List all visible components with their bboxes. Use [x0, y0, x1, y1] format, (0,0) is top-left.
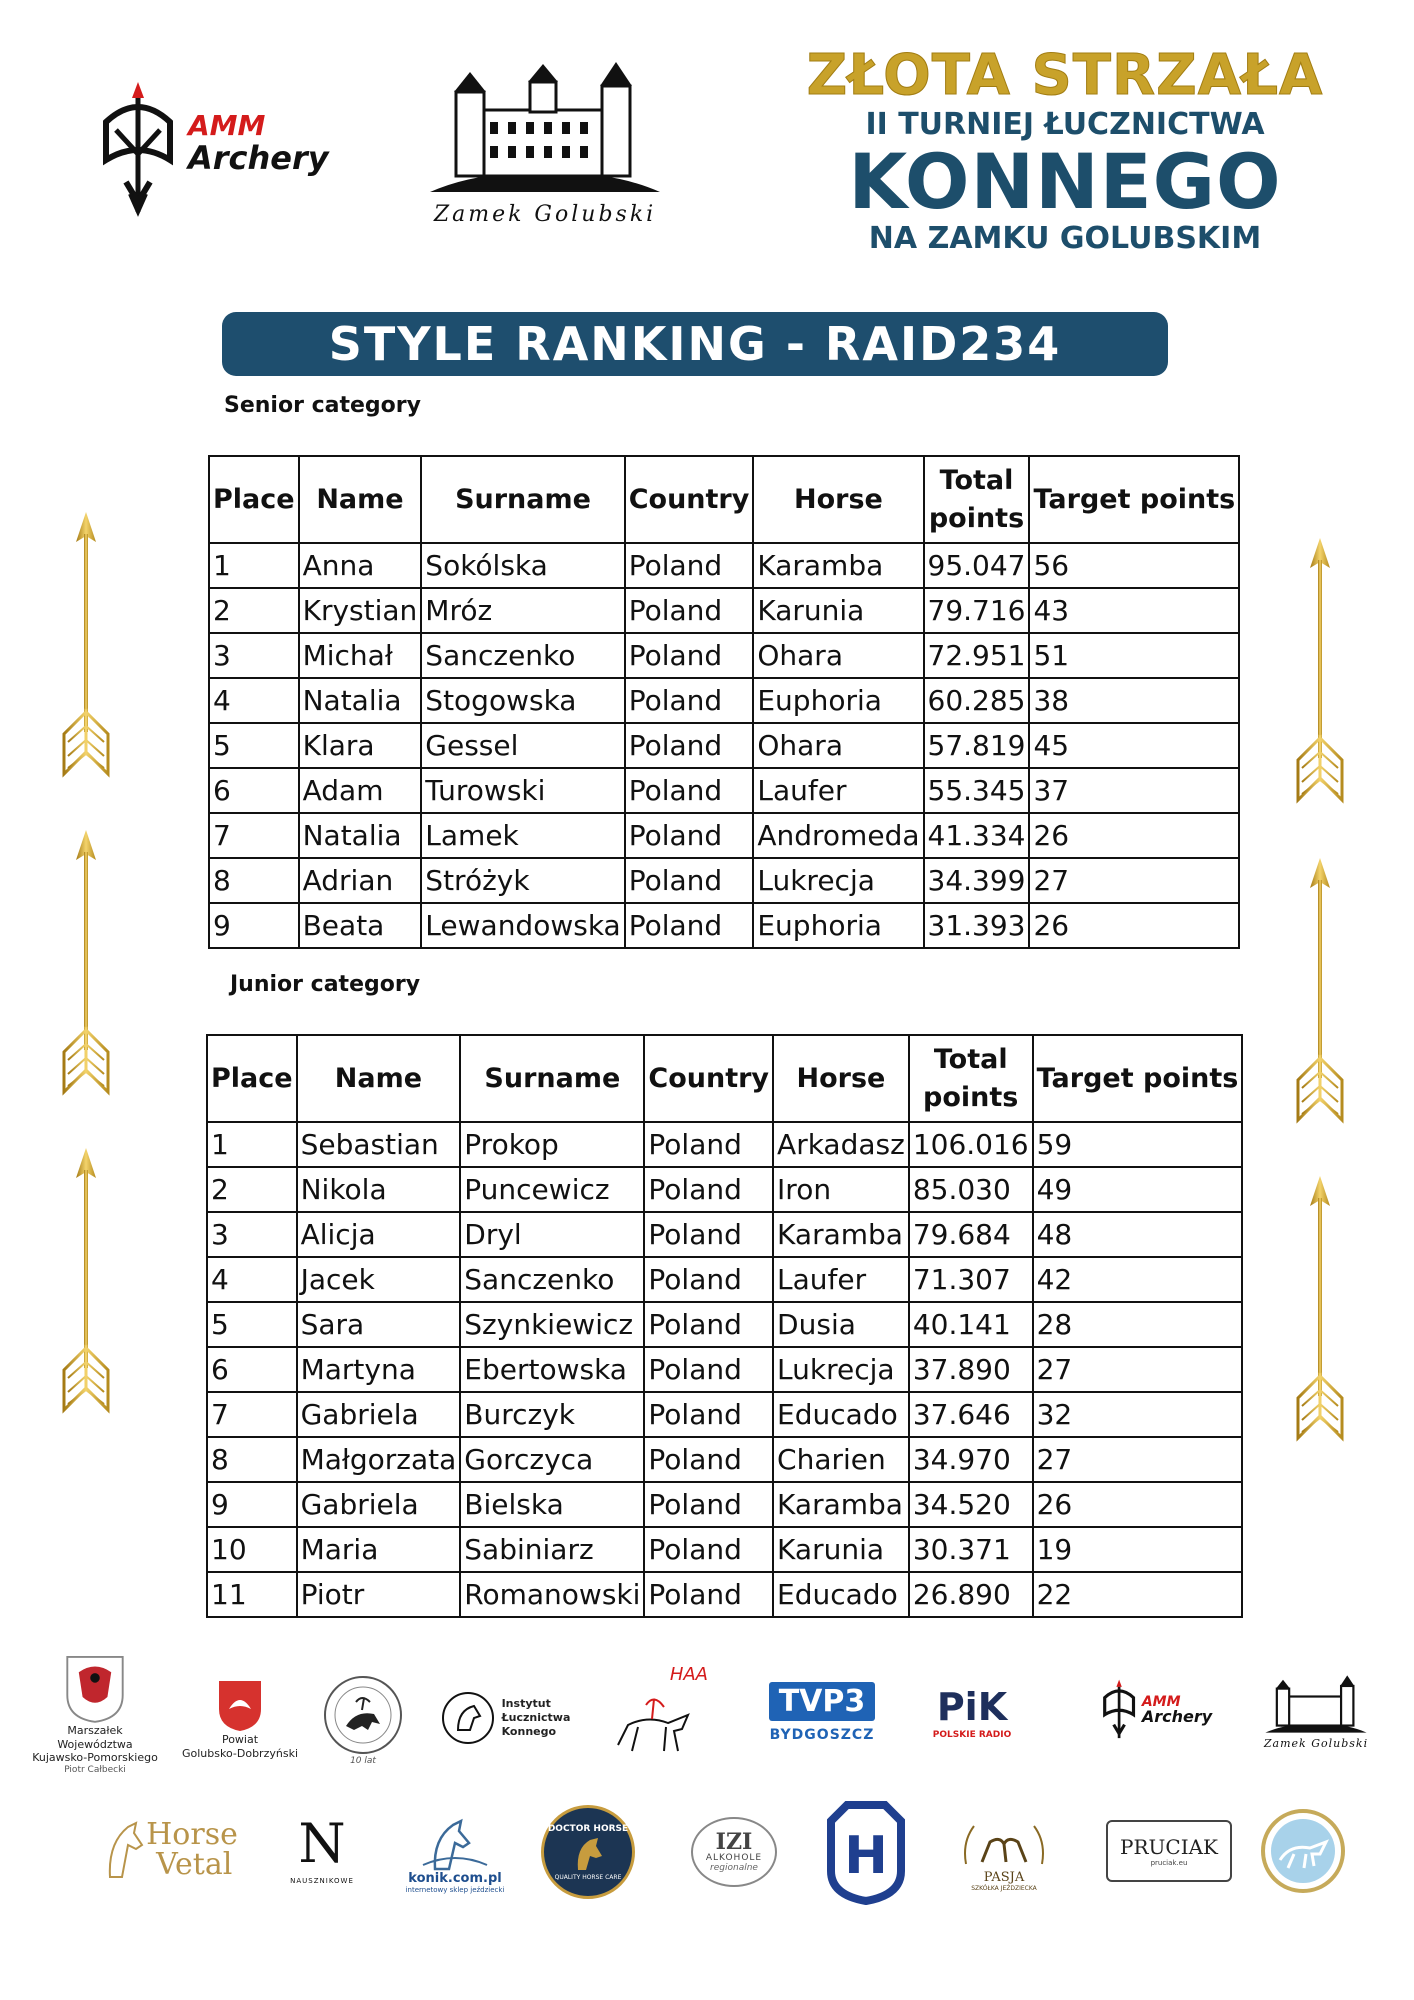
cell-place: 2	[207, 1167, 297, 1212]
cell-surname: Bielska	[460, 1482, 644, 1527]
cell-target-points: 27	[1033, 1347, 1243, 1392]
cell-total-points: 79.684	[909, 1212, 1033, 1257]
cell-name: Adam	[299, 768, 422, 813]
running-horse-badge-icon	[1260, 1808, 1346, 1894]
marshal-line1: Marszałek Województwa	[57, 1723, 133, 1751]
table-row	[207, 1572, 1242, 1617]
table-row	[209, 588, 1239, 633]
instytut-line2: Łucznictwa	[501, 1711, 571, 1725]
cell-name: Gabriela	[297, 1482, 461, 1527]
cell-surname: Turowski	[421, 768, 624, 813]
cell-total-points: 37.646	[909, 1392, 1033, 1437]
nauszniki-letter: N	[298, 1812, 346, 1875]
event-title-line3: KONNEGO	[848, 137, 1282, 226]
gold-arrow-icon	[56, 830, 116, 1100]
konik-line2: internetowy sklep jeździecki	[405, 1885, 505, 1894]
junior-header-row	[207, 1035, 1242, 1122]
cell-total-points: 72.951	[924, 633, 1030, 678]
sponsor-amm-archery	[1092, 1670, 1222, 1750]
col-header-target-points: Target points	[1033, 1035, 1243, 1122]
sponsor-marshal	[30, 1655, 160, 1775]
cell-name: Anna	[299, 543, 422, 588]
cell-total-points: 95.047	[924, 543, 1030, 588]
cell-surname: Lamek	[421, 813, 624, 858]
tvp-line2: BYDGOSZCZ	[769, 1726, 875, 1743]
cell-horse: Karunia	[753, 588, 923, 633]
sponsor-horse-vetal	[90, 1810, 250, 1890]
amm-emblem-icon	[100, 82, 180, 217]
cell-surname: Gorczyca	[460, 1437, 644, 1482]
senior-category-label: Senior category	[224, 393, 421, 418]
cell-country: Poland	[644, 1167, 773, 1212]
cell-name: Michał	[299, 633, 422, 678]
cell-target-points: 48	[1033, 1212, 1243, 1257]
cell-target-points: 19	[1033, 1527, 1243, 1572]
ranking-title: STYLE RANKING - RAID234	[222, 312, 1168, 376]
cell-place: 4	[207, 1257, 297, 1302]
event-title-line2: II TURNIEJ ŁUCZNICTWA	[865, 107, 1265, 142]
col-header-name: Name	[297, 1035, 461, 1122]
amm-small-line1: AMM	[1141, 1694, 1181, 1710]
table-row	[207, 1482, 1242, 1527]
cell-name: Natalia	[299, 813, 422, 858]
horse-head-outline-icon	[419, 1815, 491, 1871]
cell-name: Beata	[299, 903, 422, 948]
cell-place: 5	[207, 1302, 297, 1347]
horse-rider-icon	[608, 1685, 698, 1757]
cell-total-points: 85.030	[909, 1167, 1033, 1212]
cell-name: Gabriela	[297, 1392, 461, 1437]
zamek-golubski-logo	[420, 52, 670, 242]
mounted-archer-seal-icon	[322, 1674, 404, 1756]
gold-arrow-icon	[56, 512, 116, 782]
marshal-line3: Piotr Całbecki	[64, 1765, 126, 1775]
cell-total-points: 34.399	[924, 858, 1030, 903]
cell-surname: Burczyk	[460, 1392, 644, 1437]
instytut-line1: Instytut	[501, 1697, 551, 1711]
cell-surname: Gessel	[421, 723, 624, 768]
cell-target-points: 42	[1033, 1257, 1243, 1302]
cell-target-points: 26	[1029, 903, 1239, 948]
powiat-line2: Golubsko-Dobrzyński	[182, 1747, 298, 1760]
table-row	[209, 768, 1239, 813]
gold-arrow-icon	[1290, 858, 1350, 1128]
cell-target-points: 32	[1033, 1392, 1243, 1437]
castle-icon	[420, 52, 670, 202]
anniversary-text: 10 lat	[350, 1756, 376, 1766]
izi-line3: regionalne	[710, 1863, 758, 1873]
cell-total-points: 40.141	[909, 1302, 1033, 1347]
cell-country: Poland	[644, 1527, 773, 1572]
cell-horse: Karamba	[753, 543, 923, 588]
col-header-total-points: Total points	[924, 456, 1030, 543]
cell-target-points: 28	[1033, 1302, 1243, 1347]
col-header-place: Place	[207, 1035, 297, 1122]
marshal-line2: Kujawsko-Pomorskiego	[32, 1751, 158, 1765]
cell-place: 6	[207, 1347, 297, 1392]
cell-place: 3	[207, 1212, 297, 1257]
table-row	[207, 1257, 1242, 1302]
cell-total-points: 106.016	[909, 1122, 1033, 1167]
cell-target-points: 22	[1033, 1572, 1243, 1617]
table-row	[209, 723, 1239, 768]
pruciak-line1: PRUCIAK	[1120, 1835, 1218, 1859]
cell-total-points: 34.970	[909, 1437, 1033, 1482]
cell-surname: Szynkiewicz	[460, 1302, 644, 1347]
sponsor-husqvarna	[818, 1798, 914, 1908]
izi-line1: IZI	[715, 1829, 753, 1855]
pasja-line1: PASJA	[983, 1870, 1025, 1885]
amm-archery-logo	[100, 82, 360, 222]
cell-horse: Andromeda	[753, 813, 923, 858]
cell-country: Poland	[625, 813, 754, 858]
junior-ranking-table	[206, 1034, 1243, 1618]
cell-country: Poland	[644, 1572, 773, 1617]
cell-name: Adrian	[299, 858, 422, 903]
cell-place: 6	[209, 768, 299, 813]
sponsor-haa	[598, 1660, 708, 1760]
cell-place: 3	[209, 633, 299, 678]
table-row	[209, 543, 1239, 588]
coat-of-arms-icon	[64, 1655, 126, 1724]
cell-place: 1	[209, 543, 299, 588]
cell-horse: Charien	[773, 1437, 909, 1482]
sponsor-pik	[924, 1678, 1020, 1750]
cell-target-points: 56	[1029, 543, 1239, 588]
cell-name: Piotr	[297, 1572, 461, 1617]
cell-target-points: 43	[1029, 588, 1239, 633]
cell-surname: Prokop	[460, 1122, 644, 1167]
cell-target-points: 49	[1033, 1167, 1243, 1212]
gold-arrow-icon	[1290, 1176, 1350, 1446]
nauszniki-line1: NAUSZNIKOWE	[290, 1877, 354, 1885]
table-row	[207, 1302, 1242, 1347]
table-row	[207, 1212, 1242, 1257]
cell-target-points: 45	[1029, 723, 1239, 768]
cell-country: Poland	[644, 1257, 773, 1302]
cell-surname: Sabiniarz	[460, 1527, 644, 1572]
cell-country: Poland	[644, 1212, 773, 1257]
amm-logo-line2: Archery	[188, 139, 329, 177]
cell-country: Poland	[625, 723, 754, 768]
cell-surname: Romanowski	[460, 1572, 644, 1617]
sponsor-tvp3	[766, 1672, 878, 1752]
cell-place: 2	[209, 588, 299, 633]
cell-total-points: 60.285	[924, 678, 1030, 723]
table-row	[209, 813, 1239, 858]
cell-country: Poland	[644, 1347, 773, 1392]
table-row	[209, 858, 1239, 903]
instytut-line3: Konnego	[501, 1724, 557, 1738]
cell-target-points: 26	[1033, 1482, 1243, 1527]
cell-target-points: 26	[1029, 813, 1239, 858]
sponsor-stable-badge	[1258, 1806, 1348, 1896]
col-header-total-points: Total points	[909, 1035, 1033, 1122]
col-header-name: Name	[299, 456, 422, 543]
horse-mascot-icon	[568, 1834, 608, 1874]
event-title	[770, 43, 1360, 256]
doctorhorse-line1: DOCTOR HORSE	[547, 1823, 629, 1834]
cell-horse: Educado	[773, 1572, 909, 1617]
cell-target-points: 38	[1029, 678, 1239, 723]
cell-target-points: 27	[1029, 858, 1239, 903]
sponsor-anniversary	[318, 1670, 408, 1770]
table-row	[207, 1347, 1242, 1392]
cell-country: Poland	[625, 543, 754, 588]
cell-name: Sara	[297, 1302, 461, 1347]
cell-total-points: 26.890	[909, 1572, 1033, 1617]
cell-horse: Ohara	[753, 633, 923, 678]
doctorhorse-line2: QUALITY HORSE CARE	[554, 1873, 622, 1881]
cell-horse: Karamba	[773, 1212, 909, 1257]
senior-header-row	[209, 456, 1239, 543]
col-header-horse: Horse	[753, 456, 923, 543]
cell-country: Poland	[625, 678, 754, 723]
cell-surname: Lewandowska	[421, 903, 624, 948]
cell-total-points: 30.371	[909, 1527, 1033, 1572]
cell-horse: Karamba	[773, 1482, 909, 1527]
cell-target-points: 27	[1033, 1437, 1243, 1482]
tvp-line1: TVP3	[769, 1682, 876, 1721]
sponsor-powiat	[170, 1665, 310, 1775]
horse-head-circle-icon	[440, 1690, 496, 1746]
cell-surname: Sanczenko	[460, 1257, 644, 1302]
table-row	[209, 678, 1239, 723]
cell-name: Alicja	[297, 1212, 461, 1257]
cell-country: Poland	[644, 1302, 773, 1347]
cell-horse: Arkadasz	[773, 1122, 909, 1167]
col-header-country: Country	[625, 456, 754, 543]
cell-horse: Lukrecja	[773, 1347, 909, 1392]
cell-horse: Laufer	[773, 1257, 909, 1302]
col-header-country: Country	[644, 1035, 773, 1122]
col-header-horse: Horse	[773, 1035, 909, 1122]
horses-laurel-icon	[960, 1818, 1048, 1870]
table-row	[209, 903, 1239, 948]
cell-place: 11	[207, 1572, 297, 1617]
pasja-line2: SZKÓŁKA JEŹDZIECKA	[971, 1885, 1037, 1892]
cell-total-points: 34.520	[909, 1482, 1033, 1527]
cell-place: 7	[209, 813, 299, 858]
table-row	[209, 633, 1239, 678]
table-row	[207, 1527, 1242, 1572]
cell-name: Natalia	[299, 678, 422, 723]
cell-surname: Puncewicz	[460, 1167, 644, 1212]
cell-horse: Ohara	[753, 723, 923, 768]
cell-place: 8	[209, 858, 299, 903]
cell-name: Klara	[299, 723, 422, 768]
cell-horse: Dusia	[773, 1302, 909, 1347]
cell-name: Nikola	[297, 1167, 461, 1212]
cell-horse: Lukrecja	[753, 858, 923, 903]
cell-horse: Euphoria	[753, 678, 923, 723]
sponsor-doctor-horse	[538, 1802, 638, 1902]
cell-place: 9	[209, 903, 299, 948]
cell-place: 1	[207, 1122, 297, 1167]
cell-place: 7	[207, 1392, 297, 1437]
cell-surname: Ebertowska	[460, 1347, 644, 1392]
cell-target-points: 37	[1029, 768, 1239, 813]
amm-logo-line1: AMM	[188, 109, 266, 142]
cell-total-points: 41.334	[924, 813, 1030, 858]
table-row	[207, 1122, 1242, 1167]
gold-arrow-icon	[56, 1148, 116, 1418]
cell-horse: Laufer	[753, 768, 923, 813]
sponsor-nauszniki	[282, 1806, 362, 1896]
pruciak-line2: pruciak.eu	[1150, 1859, 1188, 1867]
cell-country: Poland	[625, 858, 754, 903]
powiat-line1: Powiat	[221, 1733, 259, 1747]
table-row	[207, 1437, 1242, 1482]
sponsor-zamek-golubski	[1250, 1660, 1382, 1760]
izi-line2: ALKOHOLE	[705, 1853, 763, 1863]
husqvarna-logo-icon	[823, 1801, 909, 1905]
sponsor-instytut	[430, 1688, 580, 1748]
cell-total-points: 31.393	[924, 903, 1030, 948]
cell-horse: Karunia	[773, 1527, 909, 1572]
cell-horse: Educado	[773, 1392, 909, 1437]
cell-country: Poland	[625, 903, 754, 948]
cell-surname: Dryl	[460, 1212, 644, 1257]
cell-target-points: 51	[1029, 633, 1239, 678]
horse-head-icon	[102, 1819, 146, 1881]
cell-surname: Sanczenko	[421, 633, 624, 678]
cell-total-points: 55.345	[924, 768, 1030, 813]
castle-icon	[1261, 1671, 1371, 1737]
cell-total-points: 57.819	[924, 723, 1030, 768]
cell-place: 10	[207, 1527, 297, 1572]
cell-name: Martyna	[297, 1347, 461, 1392]
cell-country: Poland	[644, 1122, 773, 1167]
gold-arrow-icon	[1290, 538, 1350, 808]
col-header-surname: Surname	[421, 456, 624, 543]
cell-surname: Sokólska	[421, 543, 624, 588]
cell-country: Poland	[625, 633, 754, 678]
col-header-target-points: Target points	[1029, 456, 1239, 543]
cell-total-points: 79.716	[924, 588, 1030, 633]
sponsor-konik	[400, 1804, 510, 1904]
sponsor-pasja	[944, 1812, 1064, 1898]
cell-name: Maria	[297, 1527, 461, 1572]
col-header-place: Place	[209, 456, 299, 543]
cell-name: Małgorzata	[297, 1437, 461, 1482]
cell-place: 5	[209, 723, 299, 768]
haa-text: HAA	[669, 1663, 708, 1685]
cell-name: Krystian	[299, 588, 422, 633]
cell-country: Poland	[644, 1437, 773, 1482]
cell-country: Poland	[625, 768, 754, 813]
table-row	[207, 1392, 1242, 1437]
cell-place: 4	[209, 678, 299, 723]
table-row	[207, 1167, 1242, 1212]
sponsor-pruciak	[1104, 1818, 1234, 1884]
amm-small-line2: Archery	[1141, 1707, 1213, 1726]
horsevetal-line2: Vetal	[156, 1847, 233, 1882]
col-header-surname: Surname	[460, 1035, 644, 1122]
cell-horse: Iron	[773, 1167, 909, 1212]
cell-surname: Stróżyk	[421, 858, 624, 903]
cell-target-points: 59	[1033, 1122, 1243, 1167]
castle-small-caption: Zamek Golubski	[1263, 1736, 1369, 1750]
cell-name: Jacek	[297, 1257, 461, 1302]
cell-total-points: 71.307	[909, 1257, 1033, 1302]
cell-country: Poland	[644, 1482, 773, 1527]
cell-place: 9	[207, 1482, 297, 1527]
horsevetal-line1: Horse	[146, 1817, 238, 1852]
event-title-line1: ZŁOTA STRZAŁA	[806, 43, 1324, 108]
cell-country: Poland	[644, 1392, 773, 1437]
senior-ranking-table	[208, 455, 1240, 949]
sponsor-izi	[686, 1812, 782, 1892]
powiat-shield-icon	[217, 1679, 263, 1733]
pik-line1: PiK	[936, 1685, 1008, 1729]
cell-horse: Euphoria	[753, 903, 923, 948]
amm-emblem-icon	[1102, 1674, 1138, 1746]
cell-name: Sebastian	[297, 1122, 461, 1167]
cell-country: Poland	[625, 588, 754, 633]
cell-place: 8	[207, 1437, 297, 1482]
konik-line1: konik.com.pl	[408, 1870, 502, 1886]
junior-category-label: Junior category	[230, 972, 421, 997]
husqvarna-letter: H	[844, 1826, 888, 1886]
pik-line2: POLSKIE RADIO	[932, 1730, 1012, 1740]
cell-surname: Mróz	[421, 588, 624, 633]
castle-logo-caption: Zamek Golubski	[433, 202, 657, 227]
cell-total-points: 37.890	[909, 1347, 1033, 1392]
event-title-line4: NA ZAMKU GOLUBSKIM	[868, 221, 1262, 256]
cell-surname: Stogowska	[421, 678, 624, 723]
